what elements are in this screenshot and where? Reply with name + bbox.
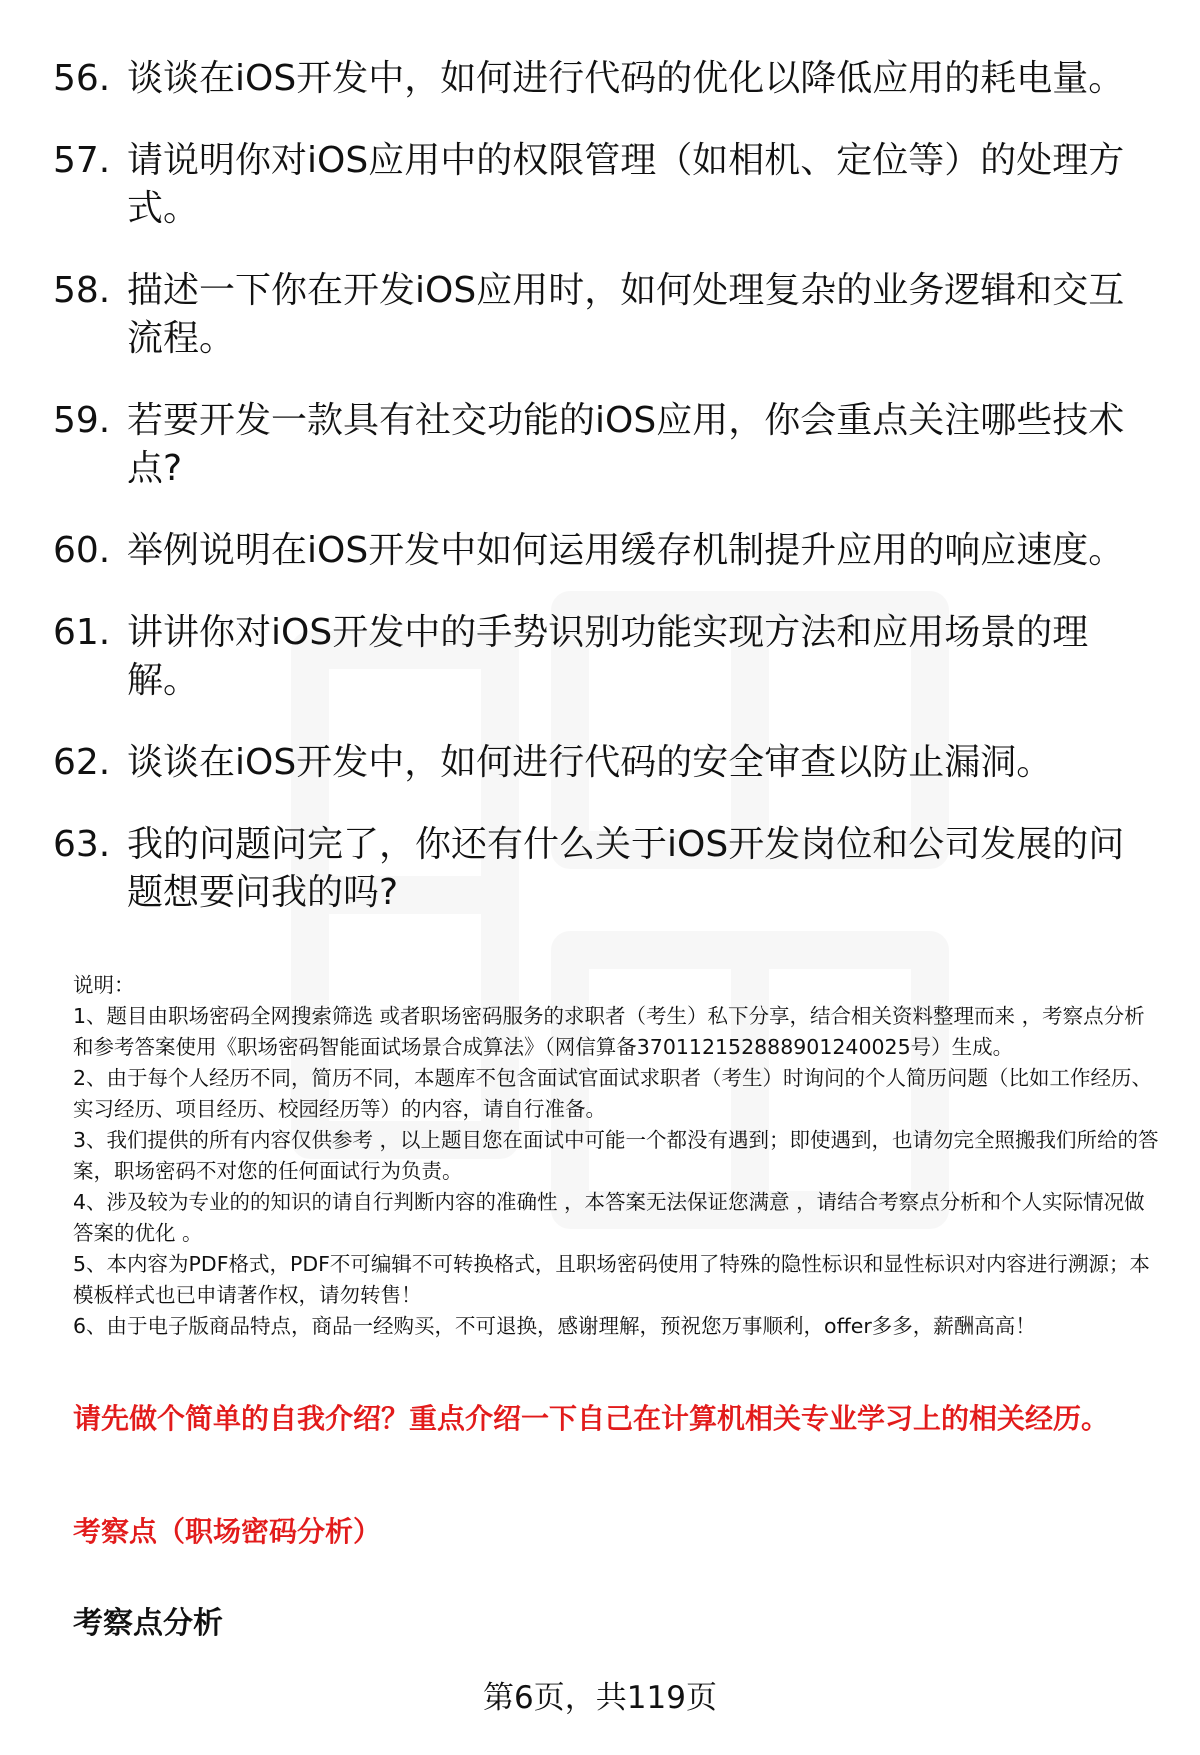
question-text: 描述一下你在开发iOS应用时，如何处理复杂的业务逻辑和交互流程。: [127, 270, 1125, 359]
question-text: 讲讲你对iOS开发中的手势识别功能实现方法和应用场景的理解。: [127, 612, 1089, 701]
note-item: 2、由于每个人经历不同，简历不同，本题库不包含面试官面试求职者（考生）时询问的个人简历问题（比如工作经历、实习经历、项目经历、校园经历等）的内容，请自行准备。: [73, 1066, 1153, 1121]
intro-question: 请先做个简单的自我介绍？重点介绍一下自己在计算机相关专业学习上的相关经历。: [73, 1402, 1110, 1435]
note-item: 3、我们提供的所有内容仅供参考 ，以上题目您在面试中可能一个都没有遇到；即使遇到，也请勿完全照搬我们所给的答案，职场密码不对您的任何面试行为负责。: [73, 1128, 1159, 1183]
question-list: [0, 55, 1200, 951]
exam-point-heading: 考察点分析: [73, 1606, 223, 1641]
question-number: 59.: [53, 400, 111, 441]
exam-point-label: 考察点（职场密码分析）: [73, 1515, 382, 1548]
question-text: 谈谈在iOS开发中，如何进行代码的优化以降低应用的耗电量。: [127, 58, 1125, 99]
question-number: 57.: [53, 140, 111, 181]
disclaimer-notes: [73, 970, 1163, 1342]
question-number: 63.: [53, 824, 111, 865]
question-number: 61.: [53, 612, 111, 653]
question-item: [0, 739, 1200, 787]
notes-heading: 说明：: [73, 973, 135, 997]
question-number: 56.: [53, 58, 111, 99]
note-item: 4、涉及较为专业的的知识的请自行判断内容的准确性 ，本答案无法保证您满意 ，请结合考察点分析和个人实际情况做答案的优化 。: [73, 1190, 1145, 1245]
question-text: 若要开发一款具有社交功能的iOS应用，你会重点关注哪些技术点?: [127, 400, 1125, 489]
question-item: [0, 137, 1200, 233]
question-number: 62.: [53, 742, 111, 783]
page-footer: 第6页，共119页: [483, 1680, 717, 1716]
note-item: 1、题目由职场密码全网搜索筛选 或者职场密码服务的求职者（考生）私下分享，结合相关资料整理而来 ，考察点分析和参考答案使用《职场密码智能面试场景合成算法》（网信算备370112152888901240025号）生成。: [73, 1004, 1145, 1059]
question-item: [0, 397, 1200, 493]
question-text: 我的问题问完了，你还有什么关于iOS开发岗位和公司发展的问题想要问我的吗?: [127, 824, 1125, 913]
note-item: 6、由于电子版商品特点，商品一经购买，不可退换，感谢理解，预祝您万事顺利，offer多多，薪酬高高！: [73, 1314, 1036, 1338]
question-text: 举例说明在iOS开发中如何运用缓存机制提升应用的响应速度。: [127, 530, 1125, 571]
question-text: 谈谈在iOS开发中，如何进行代码的安全审查以防止漏洞。: [127, 742, 1053, 783]
question-number: 60.: [53, 530, 111, 571]
question-number: 58.: [53, 270, 111, 311]
question-text: 请说明你对iOS应用中的权限管理（如相机、定位等）的处理方式。: [127, 140, 1125, 229]
question-item: [0, 267, 1200, 363]
question-item: [0, 609, 1200, 705]
question-item: [0, 55, 1200, 103]
question-item: [0, 527, 1200, 575]
note-item: 5、本内容为PDF格式，PDF不可编辑不可转换格式，且职场密码使用了特殊的隐性标识和显性标识对内容进行溯源；本模板样式也已申请著作权，请勿转售！: [73, 1252, 1150, 1307]
question-item: [0, 821, 1200, 917]
